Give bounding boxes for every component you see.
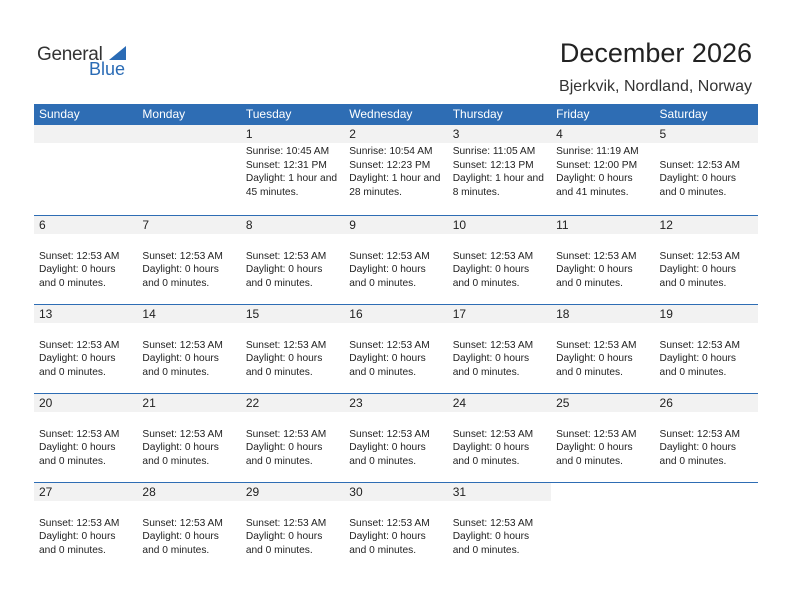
day-cell	[137, 305, 240, 393]
day-number: 23	[344, 394, 447, 412]
day-cell	[655, 216, 758, 304]
day-sun-info: Sunset: 12:53 AM Daylight: 0 hours and 0 minutes.	[142, 517, 223, 556]
day-cell	[34, 216, 137, 304]
day-number: 10	[448, 216, 551, 234]
day-number: 12	[655, 216, 758, 234]
day-sun-info: Sunset: 12:53 AM Daylight: 0 hours and 0 minutes.	[556, 250, 637, 289]
calendar-grid	[34, 104, 758, 571]
day-sun-info	[655, 501, 758, 503]
weekday-sunday: Sunday	[39, 107, 80, 121]
day-sun-info: Sunset: 12:53 AM Daylight: 0 hours and 0 minutes.	[39, 250, 120, 289]
day-sun-info: Sunset: 12:53 AM Daylight: 0 hours and 0 minutes.	[39, 517, 120, 556]
day-number: 27	[34, 483, 137, 501]
day-sun-info: Sunset: 12:53 AM Daylight: 0 hours and 0 minutes.	[349, 250, 430, 289]
day-number: 6	[34, 216, 137, 234]
day-number: 30	[344, 483, 447, 501]
day-sun-info: Sunrise: 11:05 AM Sunset: 12:13 PM Daylight: 1 hour and 8 minutes.	[452, 146, 544, 198]
day-number: 14	[137, 305, 240, 323]
day-sun-info: Sunset: 12:53 AM Daylight: 0 hours and 0 minutes.	[659, 428, 740, 467]
weekday-friday: Friday	[556, 107, 590, 121]
day-number	[34, 125, 137, 143]
weekday-header-row	[34, 104, 758, 125]
week-row-1	[34, 125, 758, 215]
brand-logo	[37, 44, 137, 80]
day-cell	[241, 394, 344, 482]
day-number: 20	[34, 394, 137, 412]
day-sun-info: Sunset: 12:53 AM Daylight: 0 hours and 0 minutes.	[659, 250, 740, 289]
day-cell	[137, 216, 240, 304]
day-sun-info: Sunset: 12:53 AM Daylight: 0 hours and 0 minutes.	[142, 428, 223, 467]
day-cell	[241, 305, 344, 393]
day-sun-info: Sunset: 12:53 AM Daylight: 0 hours and 0 minutes.	[142, 339, 223, 378]
day-number: 25	[551, 394, 654, 412]
day-number	[655, 483, 758, 501]
day-cell	[344, 305, 447, 393]
day-number: 2	[344, 125, 447, 143]
day-number: 4	[551, 125, 654, 143]
day-sun-info: Sunset: 12:53 AM Daylight: 0 hours and 0 minutes.	[556, 428, 637, 467]
day-number: 1	[241, 125, 344, 143]
day-sun-info: Sunset: 12:53 AM Daylight: 0 hours and 0 minutes.	[556, 339, 637, 378]
day-sun-info: Sunset: 12:53 AM Daylight: 0 hours and 0 minutes.	[245, 428, 327, 467]
week-row-4	[34, 393, 758, 482]
day-number: 19	[655, 305, 758, 323]
day-cell	[655, 394, 758, 482]
day-number: 26	[655, 394, 758, 412]
day-cell	[344, 394, 447, 482]
logo-word-general: General	[37, 44, 103, 65]
day-sun-info: Sunrise: 10:45 AM Sunset: 12:31 PM Daylight: 1 hour and 45 minutes.	[245, 146, 338, 198]
day-sun-info: Sunrise: 11:19 AM Sunset: 12:00 PM Daylight: 0 hours and 41 minutes.	[556, 146, 639, 198]
day-number	[137, 125, 240, 143]
logo-word-blue: Blue	[89, 59, 126, 79]
day-number: 7	[137, 216, 240, 234]
day-cell	[137, 125, 240, 215]
day-sun-info: Sunset: 12:53 AM Daylight: 0 hours and 0 minutes.	[659, 159, 740, 198]
day-cell	[344, 216, 447, 304]
day-sun-info: Sunset: 12:53 AM Daylight: 0 hours and 0 minutes.	[39, 339, 120, 378]
day-sun-info: Sunset: 12:53 AM Daylight: 0 hours and 0 minutes.	[349, 428, 430, 467]
day-sun-info	[551, 501, 654, 503]
day-cell	[34, 394, 137, 482]
day-cell	[137, 394, 240, 482]
day-cell	[448, 483, 551, 571]
week-row-2	[34, 215, 758, 304]
day-number: 3	[448, 125, 551, 143]
day-number: 11	[551, 216, 654, 234]
weekday-thursday: Thursday	[452, 107, 503, 121]
day-number: 31	[448, 483, 551, 501]
day-number: 5	[655, 125, 758, 143]
day-number: 15	[241, 305, 344, 323]
day-number: 8	[241, 216, 344, 234]
day-cell	[241, 216, 344, 304]
weekday-saturday: Saturday	[659, 107, 708, 121]
logo-triangle-icon	[109, 46, 126, 60]
weekday-monday: Monday	[142, 107, 186, 121]
day-cell	[551, 305, 654, 393]
day-cell	[448, 125, 551, 215]
day-cell	[34, 125, 137, 215]
day-cell	[241, 125, 344, 215]
day-number: 17	[448, 305, 551, 323]
day-cell	[241, 483, 344, 571]
day-number: 9	[344, 216, 447, 234]
day-sun-info	[34, 143, 137, 145]
day-sun-info: Sunset: 12:53 AM Daylight: 0 hours and 0 minutes.	[245, 517, 327, 556]
day-sun-info: Sunset: 12:53 AM Daylight: 0 hours and 0 minutes.	[659, 339, 740, 378]
day-cell	[448, 305, 551, 393]
weekday-wednesday: Wednesday	[349, 107, 413, 121]
day-number: 16	[344, 305, 447, 323]
day-sun-info: Sunset: 12:53 AM Daylight: 0 hours and 0 minutes.	[349, 517, 430, 556]
day-number: 18	[551, 305, 654, 323]
weekday-tuesday: Tuesday	[245, 107, 292, 121]
day-cell	[655, 483, 758, 571]
day-number: 21	[137, 394, 240, 412]
day-cell	[344, 483, 447, 571]
day-cell	[655, 125, 758, 215]
day-cell	[551, 483, 654, 571]
day-sun-info: Sunset: 12:53 AM Daylight: 0 hours and 0 minutes.	[349, 339, 430, 378]
day-number	[551, 483, 654, 501]
day-number: 22	[241, 394, 344, 412]
day-cell	[551, 216, 654, 304]
day-cell	[448, 394, 551, 482]
day-sun-info: Sunset: 12:53 AM Daylight: 0 hours and 0 minutes.	[245, 250, 327, 289]
week-row-3	[34, 304, 758, 393]
day-cell	[344, 125, 447, 215]
day-number: 24	[448, 394, 551, 412]
day-sun-info: Sunset: 12:53 AM Daylight: 0 hours and 0 minutes.	[452, 339, 534, 378]
day-cell	[137, 483, 240, 571]
day-cell	[655, 305, 758, 393]
day-sun-info: Sunset: 12:53 AM Daylight: 0 hours and 0 minutes.	[452, 517, 534, 556]
day-cell	[34, 483, 137, 571]
day-sun-info: Sunset: 12:53 AM Daylight: 0 hours and 0 minutes.	[452, 428, 534, 467]
week-row-5	[34, 482, 758, 571]
day-cell	[34, 305, 137, 393]
day-number: 28	[137, 483, 240, 501]
day-cell	[551, 125, 654, 215]
day-sun-info: Sunset: 12:53 AM Daylight: 0 hours and 0 minutes.	[452, 250, 534, 289]
day-sun-info	[137, 143, 240, 145]
page-title: December 2026	[559, 38, 752, 68]
day-number: 13	[34, 305, 137, 323]
day-cell	[551, 394, 654, 482]
day-sun-info: Sunset: 12:53 AM Daylight: 0 hours and 0 minutes.	[142, 250, 223, 289]
day-sun-info: Sunset: 12:53 AM Daylight: 0 hours and 0 minutes.	[245, 339, 327, 378]
day-cell	[448, 216, 551, 304]
day-sun-info: Sunrise: 10:54 AM Sunset: 12:23 PM Daylight: 1 hour and 28 minutes.	[349, 146, 441, 198]
day-sun-info: Sunset: 12:53 AM Daylight: 0 hours and 0 minutes.	[39, 428, 120, 467]
day-number: 29	[241, 483, 344, 501]
location-subtitle: Bjerkvik, Nordland, Norway	[559, 78, 752, 95]
